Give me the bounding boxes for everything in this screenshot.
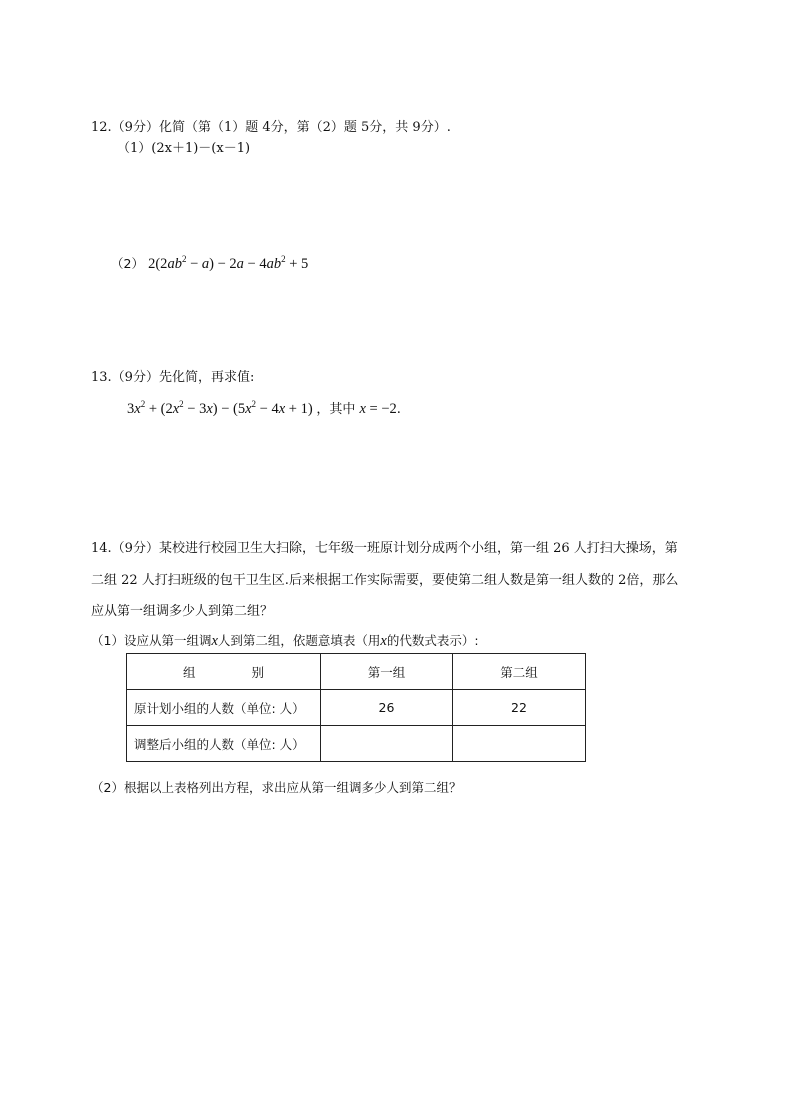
table-row1-label: 原计划小组的人数（单位: 人） <box>127 690 321 726</box>
q14-fill-table <box>126 653 586 762</box>
q14-line3: 应从第一组调多少人到第二组？ <box>91 604 274 619</box>
q12-part2 <box>111 253 308 276</box>
table-header-right: 别 <box>251 664 265 680</box>
table-row1-group2: 22 <box>453 690 586 726</box>
q14-part1 <box>91 632 479 650</box>
q12-part1-label: （1） <box>117 141 152 156</box>
table-row1-group1: 26 <box>321 690 453 726</box>
table-header-group1: 第一组 <box>321 654 453 690</box>
q12-part2-label: （2） <box>111 256 144 271</box>
q13-condition-prefix: ，其中 <box>316 402 356 417</box>
table-row2-label: 调整后小组的人数（单位: 人） <box>127 726 321 762</box>
q13-condition-end: . <box>396 402 401 417</box>
q14-part1-var2: x <box>380 633 387 649</box>
table-row <box>127 726 586 762</box>
table-row2-group1-blank[interactable] <box>321 726 453 762</box>
q14-part1-text-b: 人到第二组，依题意填表（用 <box>217 633 381 648</box>
table-row <box>127 690 586 726</box>
q13-expression-line <box>127 398 401 421</box>
q14-part1-text-c: 的代数式表示）: <box>386 633 479 648</box>
q14-part1-text-a: （1）设应从第一组调 <box>91 633 212 648</box>
table-header-group2: 第二组 <box>453 654 586 690</box>
q12-part1-expression: (2x＋1)－(x－1) <box>151 141 251 156</box>
q14-part2: （2）根据以上表格列出方程，求出应从第一组调多少人到第二组？ <box>91 780 462 795</box>
q13-heading: 13.（9分）先化简，再求值: <box>91 370 255 385</box>
table-header-row <box>127 654 586 690</box>
q12-part2-expression: $2(2ab^2 - a) - 2a - 4ab^2 + 5$ <box>148 254 309 272</box>
table-header-left: 组 <box>182 664 196 680</box>
q14-part1-var: x <box>211 633 218 649</box>
q13-condition: x = −2 <box>359 401 397 417</box>
q12-heading: 12.（9分）化简（第（1）题 4分，第（2）题 5分，共 9分）. <box>91 120 451 135</box>
q14-line2: 二组 22 人打扫班级的包干卫生区.后来根据工作实际需要，要使第二组人数是第一组人数的 2倍，那么 <box>91 573 679 588</box>
q14-line1: 14.（9分）某校进行校园卫生大扫除，七年级一班原计划分成两个小组，第一组 26 人打扫大操场，第 <box>91 541 678 556</box>
q13-expression: $3x^2 + (2x^2 - 3x) - (5x^2 - 4x + 1)$ <box>127 399 317 417</box>
q12-part1 <box>117 140 250 158</box>
table-row2-group2-blank[interactable] <box>453 726 586 762</box>
table-header-category <box>127 654 321 690</box>
